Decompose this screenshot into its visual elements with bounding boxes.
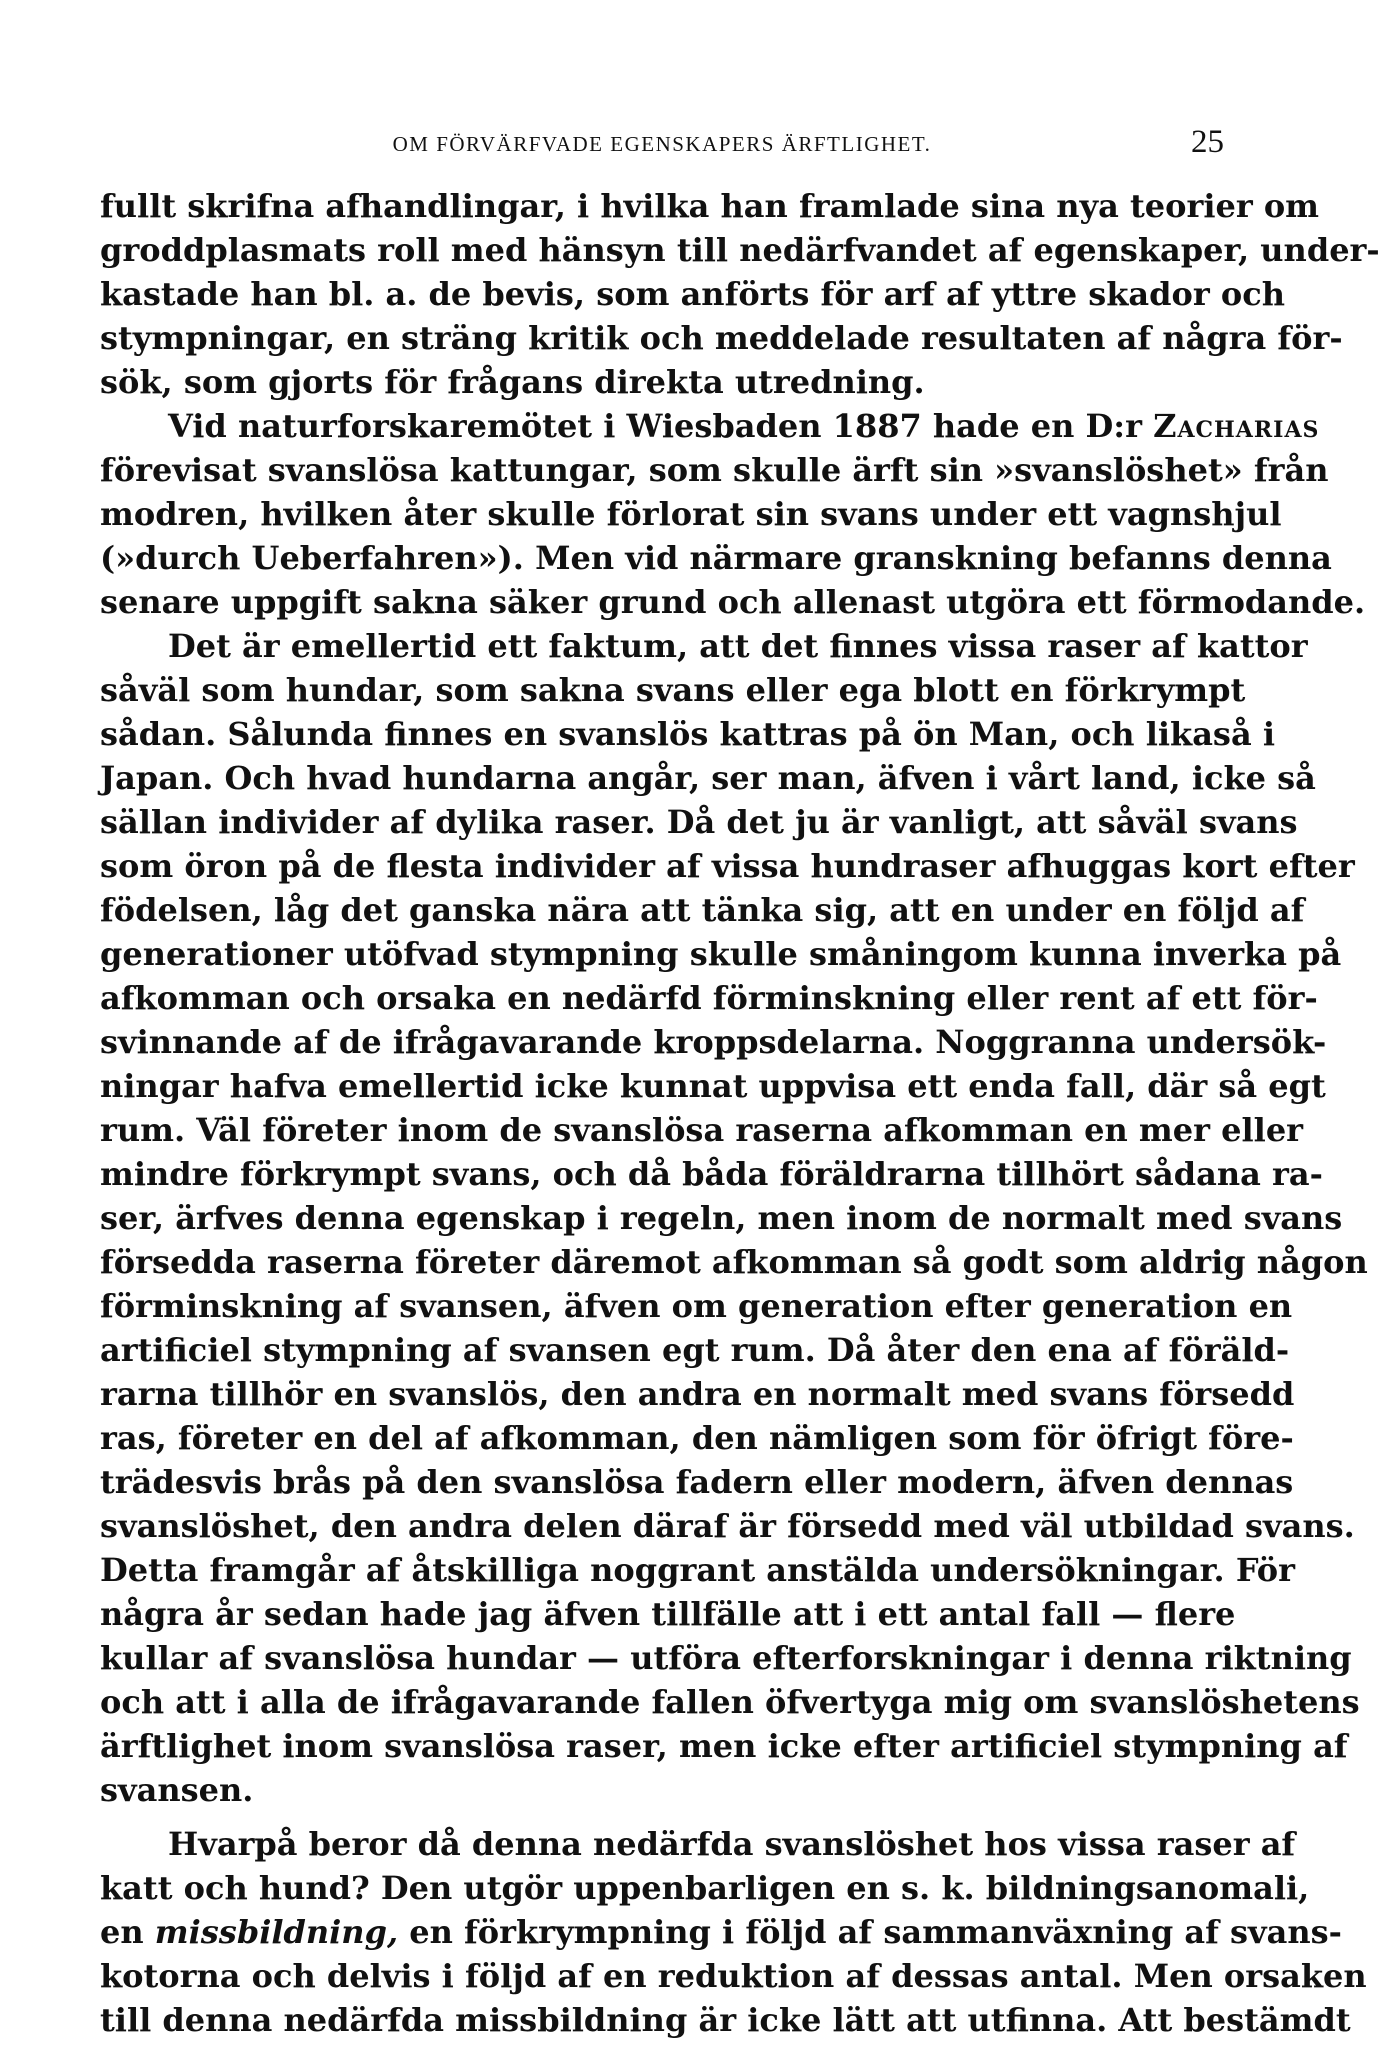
text-line: ser, ärfves denna egenskap i regeln, men inom de normalt med svans [100, 1199, 1343, 1237]
text-line: förminskning af svansen, äfven om generation efter generation en [100, 1287, 1293, 1325]
text-line: födelsen, låg det ganska nära att tänka sig, att en under en följd af [100, 891, 1305, 929]
text-line: svansen. [100, 1771, 254, 1809]
text-line: som öron på de flesta individer af vissa hundraser afhuggas kort efter [100, 847, 1355, 885]
text-line: såväl som hundar, som sakna svans eller ega blott en förkrympt [100, 671, 1246, 709]
text-line: mindre förkrympt svans, och då båda föräldrarna tillhört sådana ra- [100, 1155, 1323, 1193]
paragraph [100, 1822, 1367, 2042]
text-line: kotorna och delvis i följd af en reduktion af dessas antal. Men orsaken [100, 1957, 1367, 1995]
text-line: sällan individer af dylika raser. Då det ju är vanligt, att såväl svans [100, 803, 1298, 841]
text-line: groddplasmats roll med hänsyn till nedärfvandet af egenskaper, under- [100, 231, 1380, 269]
text-fragment: Vid naturforskaremötet i Wiesbaden 1887 hade en D:r [168, 407, 1154, 445]
text-line: och att i alla de ifrågavarande fallen öfvertyga mig om svanslöshetens [100, 1683, 1360, 1721]
emphasized-term: missbildning, [154, 1913, 399, 1951]
text-line [100, 1910, 1342, 1954]
paragraph [100, 404, 1366, 624]
body-text [100, 184, 1380, 2042]
text-line: svanslöshet, den andra delen däraf är försedd med väl utbildad svans. [100, 1507, 1355, 1545]
text-line: trädesvis brås på den svanslösa fadern eller modern, äfven dennas [100, 1463, 1294, 1501]
text-line: ningar hafva emellertid icke kunnat uppvisa ett enda fall, där så egt [100, 1067, 1326, 1105]
text-line: Detta framgår af åtskilliga noggrant anstälda undersökningar. För [100, 1551, 1295, 1589]
paragraph [100, 184, 1380, 404]
text-line: (»durch Ueberfahren»). Men vid närmare granskning befanns denna [100, 539, 1332, 577]
running-head [100, 120, 1224, 170]
text-line: senare uppgift sakna säker grund och allenast utgöra ett förmodande. [100, 583, 1366, 621]
text-line: kullar af svanslösa hundar — utföra efterforskningar i denna riktning [100, 1639, 1352, 1677]
text-line: Det är emellertid ett faktum, att det finnes vissa raser af kattor [168, 627, 1308, 665]
text-line [100, 404, 1320, 448]
text-line: förevisat svanslösa kattungar, som skulle ärft sin »svanslöshet» från [100, 451, 1329, 489]
text-line: försedda raserna företer däremot afkomman så godt som aldrig någon [100, 1243, 1368, 1281]
text-fragment: en förkrympning i följd af sammanväxning af svans- [398, 1913, 1342, 1951]
text-line: Hvarpå beror då denna nedärfda svanslöshet hos vissa raser af [168, 1825, 1296, 1863]
text-line: svinnande af de ifrågavarande kroppsdelarna. Noggranna undersök- [100, 1023, 1327, 1061]
text-line: rum. Väl företer inom de svanslösa raserna afkomman en mer eller [100, 1111, 1304, 1149]
text-line: sådan. Sålunda finnes en svanslös kattras på ön Man, och likaså i [100, 715, 1275, 753]
text-line: modren, hvilken åter skulle förlorat sin svans under ett vagnshjul [100, 495, 1282, 533]
text-line: sök, som gjorts för frågans direkta utredning. [100, 363, 925, 401]
text-line: ras, företer en del af afkomman, den nämligen som för öfrigt före- [100, 1419, 1294, 1457]
page-number: 25 [1191, 124, 1224, 160]
text-line: stympningar, en sträng kritik och meddelade resultaten af några för- [100, 319, 1343, 357]
running-title: OM FÖRVÄRFVADE EGENSKAPERS ÄRFTLIGHET. [392, 132, 932, 156]
text-line: afkomman och orsaka en nedärfd förminskning eller rent af ett för- [100, 979, 1318, 1017]
text-line: rarna tillhör en svanslös, den andra en normalt med svans försedd [100, 1375, 1295, 1413]
text-fragment: en [100, 1913, 155, 1951]
text-line: generationer utöfvad stympning skulle småningom kunna inverka på [100, 935, 1342, 973]
text-line: några år sedan hade jag äfven tillfälle att i ett antal fall — flere [100, 1595, 1236, 1633]
text-line: Japan. Och hvad hundarna angår, ser man, äfven i vårt land, icke så [100, 759, 1316, 797]
text-line: fullt skrifna afhandlingar, i hvilka han framlade sina nya teorier om [100, 187, 1320, 225]
book-page [100, 120, 1380, 2042]
text-line: artificiel stympning af svansen egt rum. Då åter den ena af föräld- [100, 1331, 1290, 1369]
text-line: till denna nedärfda missbildning är icke lätt att utfinna. Att bestämdt [100, 2001, 1351, 2039]
text-line: ärftlighet inom svanslösa raser, men icke efter artificiel stympning af [100, 1727, 1348, 1765]
text-line: katt och hund? Den utgör uppenbarligen en s. k. bildningsanomali, [100, 1869, 1310, 1907]
text-line: kastade han bl. a. de bevis, som anförts för arf af yttre skador och [100, 275, 1285, 313]
paragraph [100, 624, 1368, 1812]
person-name: Zacharias [1153, 407, 1320, 445]
